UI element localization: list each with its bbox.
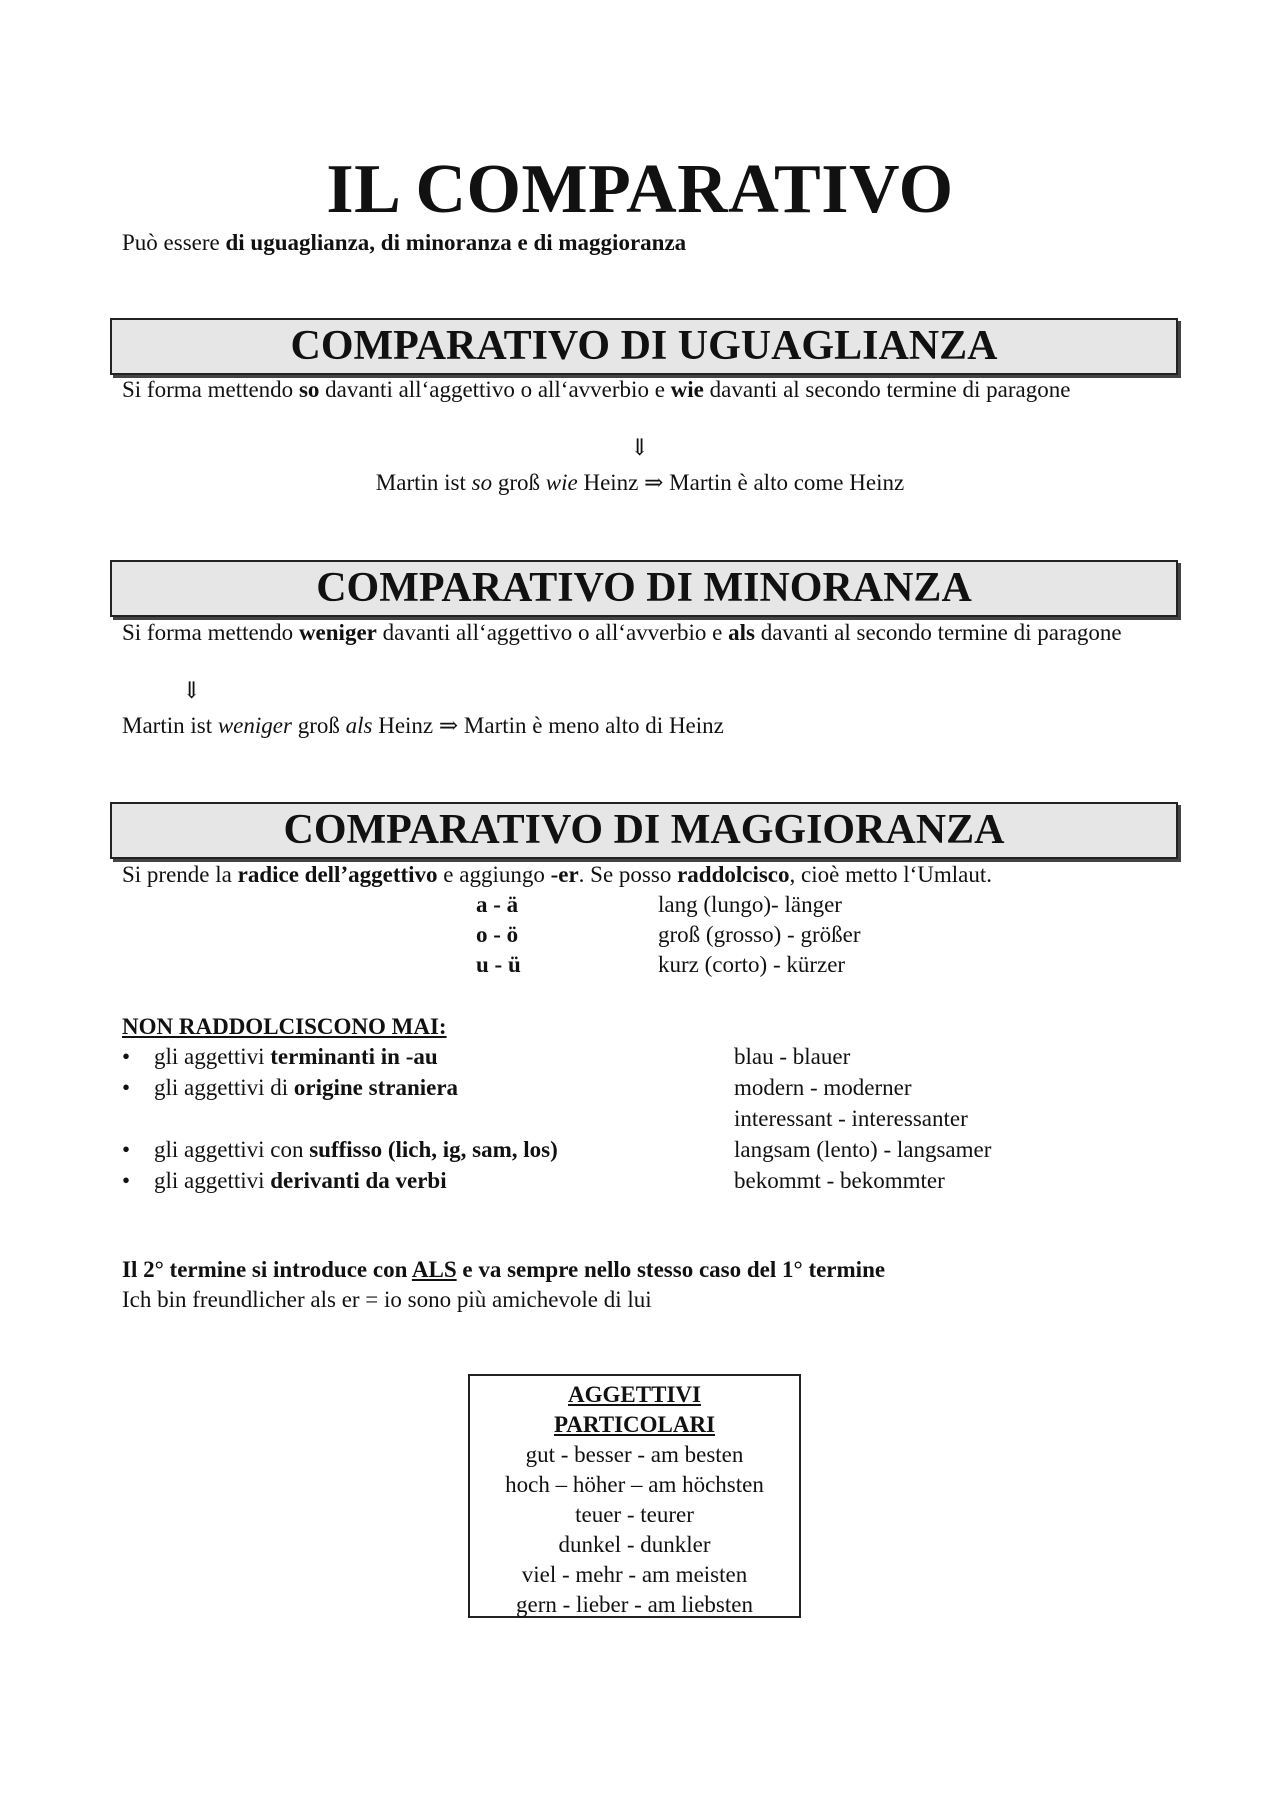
text: davanti all‘aggettivo o all‘avverbio e <box>376 620 729 645</box>
text: davanti all‘aggettivo o all‘avverbio e <box>319 377 671 402</box>
text: Il 2° termine si introduce con <box>122 1257 412 1282</box>
text: Si forma mettendo <box>122 620 299 645</box>
heading-minoranza: COMPARATIVO DI MINORANZA <box>110 560 1178 617</box>
text: gli aggettivi <box>154 1168 271 1193</box>
text: als <box>345 713 373 738</box>
heading-maggioranza: COMPARATIVO DI MAGGIORANZA <box>110 802 1178 859</box>
bullet-icon: • <box>122 1044 131 1069</box>
aggettivi-particolari-box <box>468 1374 801 1618</box>
keyword-weniger: weniger <box>298 620 377 645</box>
list-item <box>122 1042 1162 1072</box>
text: gli aggettivi <box>154 1044 271 1069</box>
intro-line <box>122 228 686 258</box>
list-item <box>122 1166 1162 1196</box>
box-title: PARTICOLARI <box>553 1412 716 1437</box>
keyword-als: als <box>728 620 755 645</box>
text: davanti al secondo termine di paragone <box>754 620 1122 645</box>
secondo-termine-rule <box>122 1255 885 1285</box>
box-row: gern - lieber - am liebsten <box>516 1592 753 1617</box>
intro-bold: di uguaglianza, di minoranza e di maggioranza <box>225 230 687 255</box>
secondo-termine-example: Ich bin freundlicher als er = io sono più amichevole di lui <box>122 1287 652 1312</box>
umlaut-vowel: u - ü <box>476 952 521 977</box>
down-arrow-icon: ⇓ <box>630 435 650 460</box>
text: radice dell’aggettivo <box>237 862 438 887</box>
text: Heinz ⇒ Martin è alto come Heinz <box>577 470 905 495</box>
box-row: teuer - teurer <box>575 1502 694 1527</box>
maggioranza-paragraph <box>122 860 992 890</box>
text: Martin ist <box>122 713 218 738</box>
text: e va sempre nello stesso caso del 1° termine <box>456 1257 886 1282</box>
text: origine straniera <box>293 1075 459 1100</box>
minoranza-paragraph <box>122 618 1162 648</box>
box-row: dunkel - dunkler <box>558 1532 711 1557</box>
text: groß <box>492 470 546 495</box>
text: gli aggettivi di <box>154 1075 294 1100</box>
non-raddolciscono-heading: NON RADDOLCISCONO MAI: <box>122 1014 447 1039</box>
text: gli aggettivi con <box>154 1137 310 1162</box>
text: -er <box>550 862 579 887</box>
list-item <box>122 1073 1162 1103</box>
text: . Se posso <box>578 862 678 887</box>
box-row: hoch – höher – am höchsten <box>505 1472 764 1497</box>
box-title: AGGETTIVI <box>568 1382 701 1407</box>
bullet-icon: • <box>122 1075 131 1100</box>
text: terminanti in -au <box>270 1044 438 1069</box>
example: blau - blauer <box>734 1044 851 1069</box>
list-item <box>122 1135 1162 1165</box>
keyword-als: ALS <box>411 1257 457 1282</box>
text: groß <box>291 713 346 738</box>
text: suffisso (lich, ig, sam, los) <box>309 1137 558 1162</box>
text: raddolcisco <box>677 862 790 887</box>
umlaut-vowel: o - ö <box>476 922 519 947</box>
umlaut-vowel: a - ä <box>476 892 519 917</box>
keyword-so: so <box>298 377 320 402</box>
page-title: IL COMPARATIVO <box>326 151 954 228</box>
text: davanti al secondo termine di paragone <box>703 377 1071 402</box>
list-item-continuation <box>122 1104 1162 1134</box>
keyword-wie: wie <box>670 377 704 402</box>
uguaglianza-example <box>0 468 1280 498</box>
text: , cioè metto l‘Umlaut. <box>789 862 993 887</box>
example: bekommt - bekommter <box>734 1168 945 1193</box>
text: Heinz ⇒ Martin è meno alto di Heinz <box>372 713 724 738</box>
text: Si forma mettendo <box>122 377 299 402</box>
bullet-icon: • <box>122 1137 131 1162</box>
text: e aggiungo <box>437 862 551 887</box>
example: modern - moderner <box>734 1075 912 1100</box>
umlaut-example: kurz (corto) - kürzer <box>658 952 846 977</box>
example: interessant - interessanter <box>734 1106 968 1131</box>
minoranza-example <box>122 711 724 741</box>
umlaut-example: lang (lungo)- länger <box>658 892 842 917</box>
example: langsam (lento) - langsamer <box>734 1137 992 1162</box>
uguaglianza-paragraph <box>122 375 1162 405</box>
bullet-icon: • <box>122 1168 131 1193</box>
down-arrow-icon: ⇓ <box>182 678 202 703</box>
umlaut-example: groß (grosso) - größer <box>658 922 861 947</box>
intro-prefix: Può essere <box>122 230 226 255</box>
text: wie <box>545 470 578 495</box>
text: weniger <box>217 713 292 738</box>
text: Si prende la <box>122 862 238 887</box>
text: so <box>471 470 493 495</box>
text: Martin ist <box>375 470 472 495</box>
heading-uguaglianza: COMPARATIVO DI UGUAGLIANZA <box>110 318 1178 375</box>
box-row: gut - besser - am besten <box>525 1442 744 1467</box>
text: derivanti da verbi <box>270 1168 447 1193</box>
box-row: viel - mehr - am meisten <box>521 1562 748 1587</box>
